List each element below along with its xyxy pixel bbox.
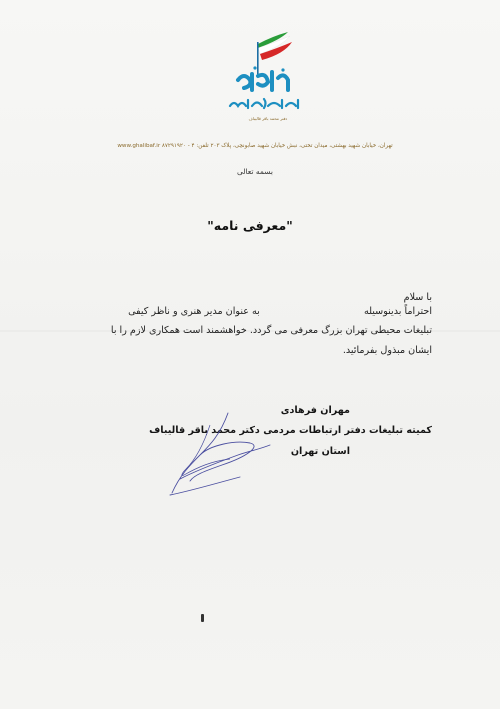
body-line-3: ایشان مبذول بفرمائید. [342, 345, 432, 356]
body-line-2: تبلیغات محیطی تهران بزرگ معرفی می گردد. خواهشمند است همکاری لازم را با [110, 325, 432, 336]
website-link[interactable]: www.ghalibaf.ir [117, 143, 161, 149]
campaign-logo [228, 14, 308, 134]
letter-title: "معرفی نامه" [207, 218, 293, 233]
logo-subtext: دفتر محمد باقر قالیباف [248, 116, 288, 121]
letterhead-address [100, 143, 410, 149]
basmala: بسمه تعالی [236, 167, 274, 176]
handwritten-signature [150, 405, 280, 505]
address-text: تهران، خیابان شهید بهشتی، میدان تختی، نبش خیابان شهید صابونچی، پلاک ۲۰۳ تلفن: ۴ - ۸۷۲۹۱۹۲۰ [161, 143, 393, 149]
greeting: با سلام [403, 292, 432, 303]
body-line-1-end: به عنوان مدیر هنری و ناظر کیفی [128, 306, 260, 317]
body-line-1-start: احتراماً بدینوسیله [363, 306, 432, 317]
ink-mark [201, 614, 204, 622]
signer-committee: کمیته تبلیغات دفتر ارتباطات مردمی دکتر محمد باقر قالیباف [149, 425, 432, 436]
body-line-1 [102, 306, 432, 317]
signer-province: استان تهران [290, 446, 350, 457]
signer-name: مهران فرهادی [280, 405, 350, 416]
